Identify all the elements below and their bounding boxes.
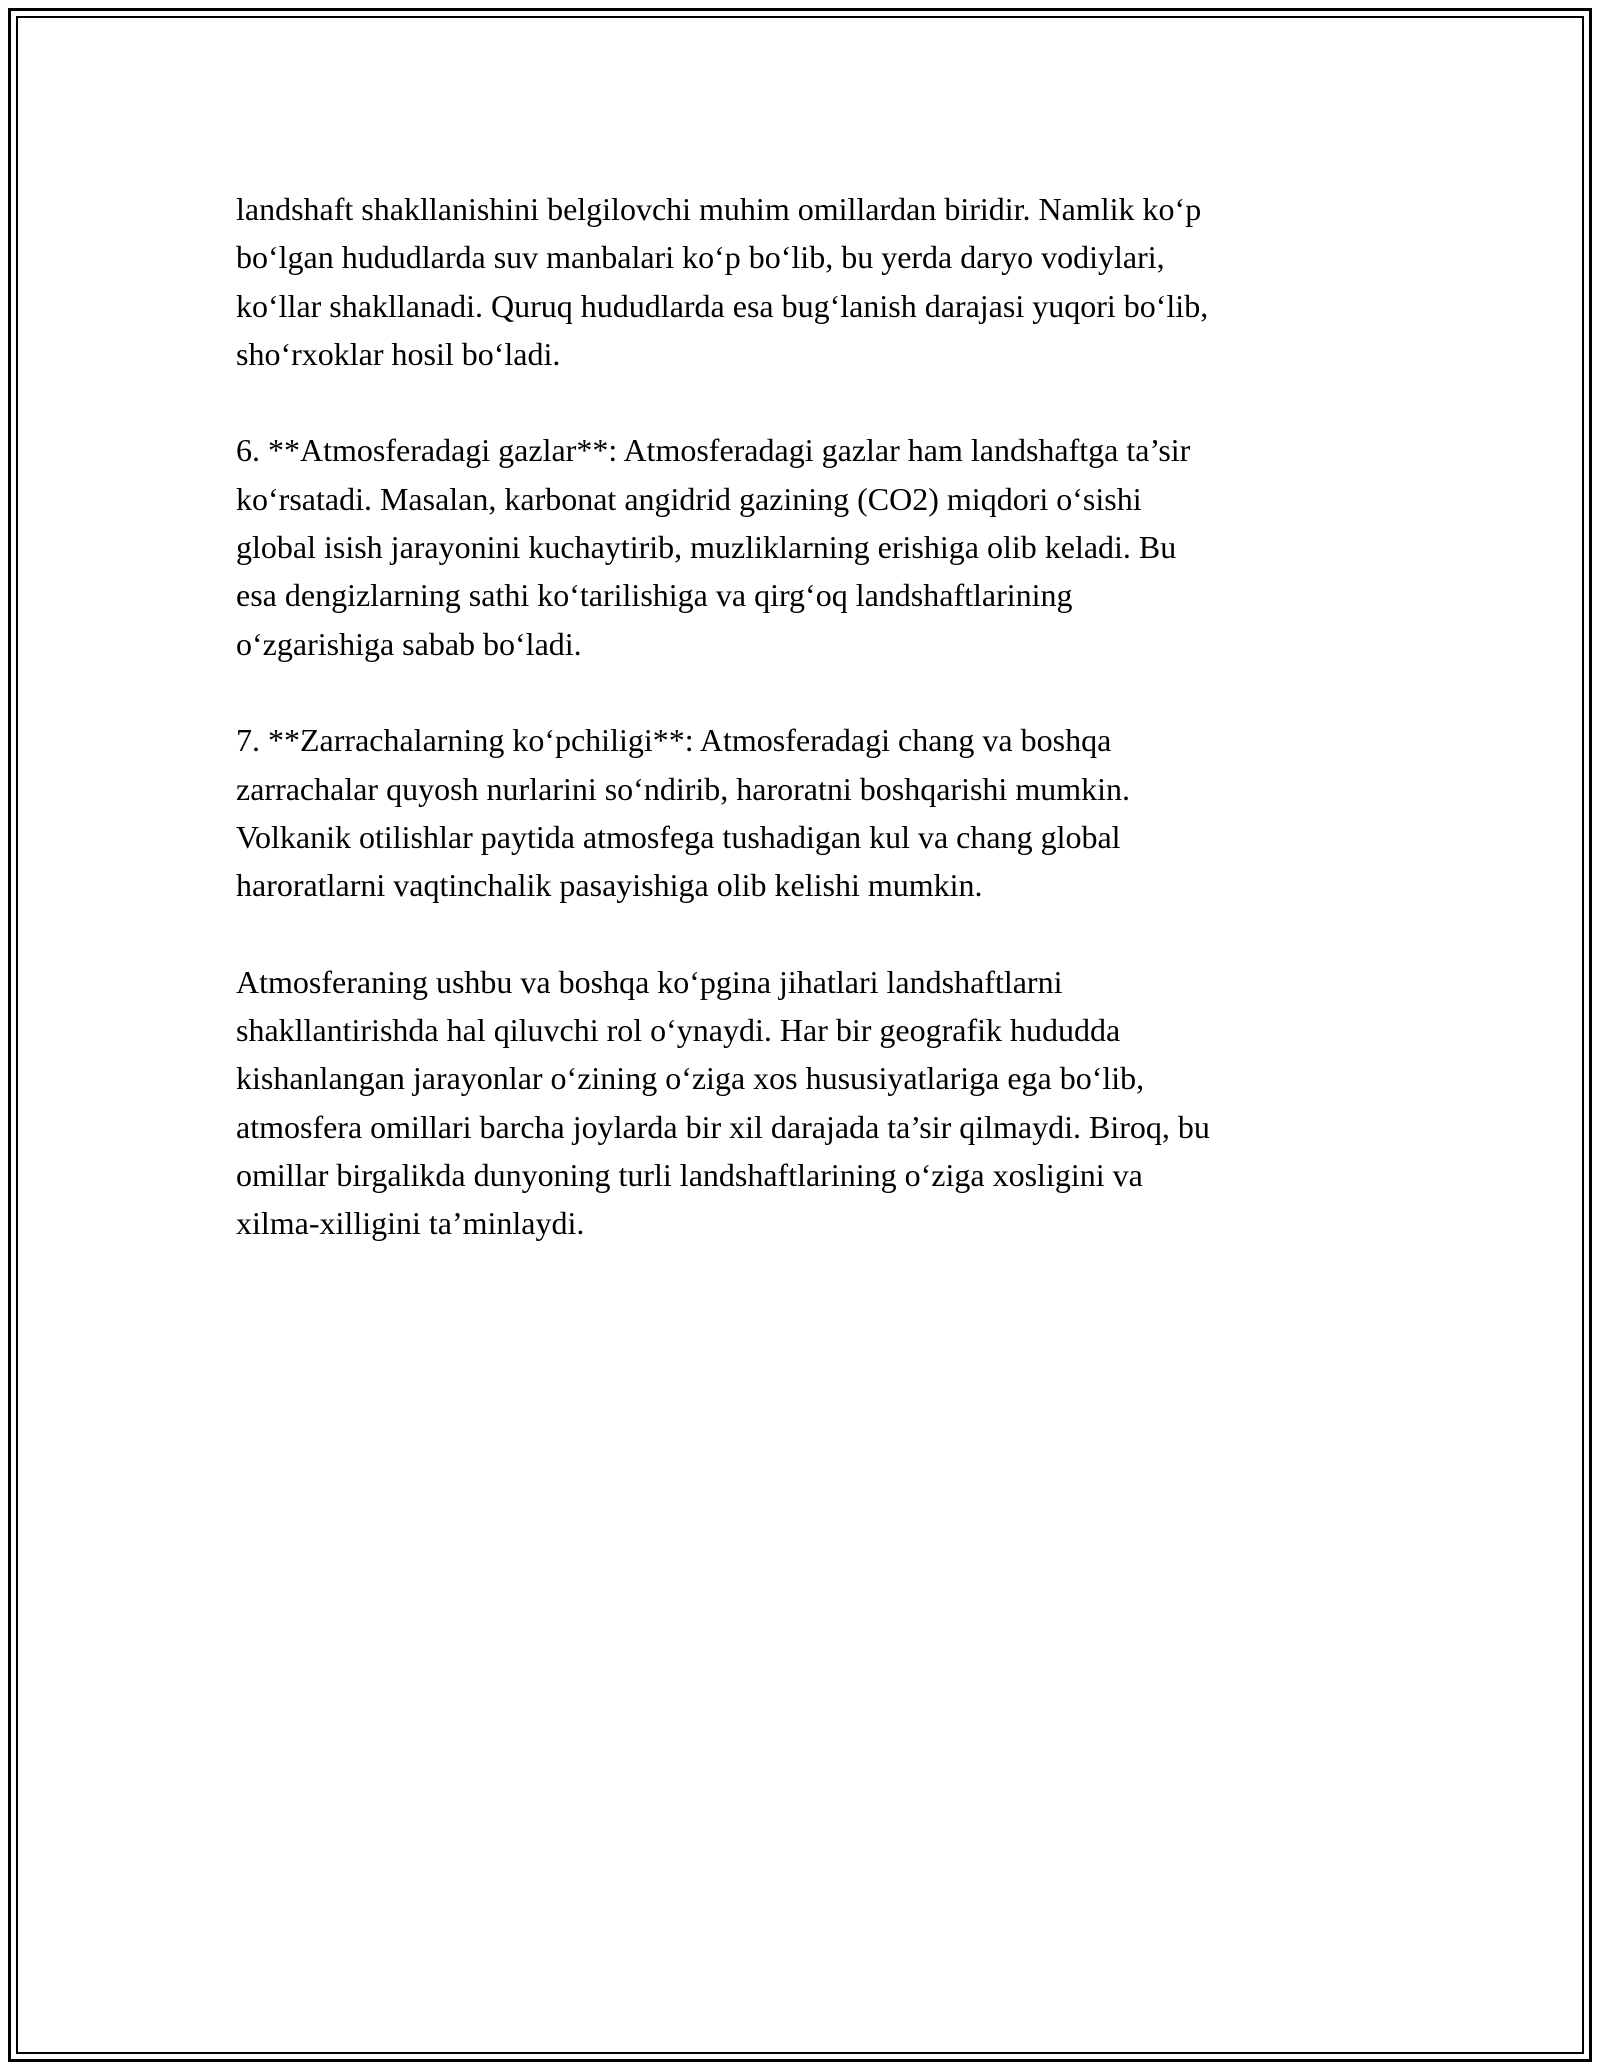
- paragraph-humidity-continuation: [236, 185, 1366, 378]
- paragraph-atmospheric-gases: [236, 426, 1366, 667]
- text-line: Volkanik otilishlar paytida atmosfega tushadigan kul va chang global: [236, 818, 1121, 855]
- text-line: 7. **Zarrachalarning ko‘pchiligi**: Atmosferadagi chang va boshqa: [236, 722, 1112, 759]
- text-line: sho‘rxoklar hosil bo‘ladi.: [236, 335, 561, 372]
- text-line: esa dengizlarning sathi ko‘tarilishiga va qirg‘oq landshaftlarining: [236, 577, 1073, 614]
- text-line: Atmosferaning ushbu va boshqa ko‘pgina jihatlari landshaftlarni: [236, 963, 1063, 1000]
- text-line: landshaft shakllanishini belgilovchi muhim omillardan biridir. Namlik ko‘p: [236, 191, 1202, 227]
- document-body: [236, 185, 1366, 1296]
- text-line: xilma-xilligini ta’minlaydi.: [236, 1205, 585, 1242]
- text-line: bo‘lgan hududlarda suv manbalari ko‘p bo‘lib, bu yerda daryo vodiylari,: [236, 239, 1165, 276]
- text-line: ko‘rsatadi. Masalan, karbonat angidrid gazining (CO2) miqdori o‘sishi: [236, 480, 1142, 517]
- text-line: shakllantirishda hal qiluvchi rol o‘ynaydi. Har bir geografik hududda: [236, 1012, 1121, 1049]
- text-line: ko‘llar shakllanadi. Quruq hududlarda esa bug‘lanish darajasi yuqori bo‘lib,: [236, 287, 1209, 324]
- paragraph-particles: [236, 716, 1366, 909]
- text-line: haroratlarni vaqtinchalik pasayishiga olib kelishi mumkin.: [236, 867, 983, 904]
- text-line: 6. **Atmosferadagi gazlar**: Atmosferadagi gazlar ham landshaftga ta’sir: [236, 432, 1191, 469]
- paragraph-conclusion: [236, 958, 1366, 1248]
- text-line: o‘zgarishiga sabab bo‘ladi.: [236, 625, 582, 662]
- text-line: kishanlangan jarayonlar o‘zining o‘ziga xos hususiyatlariga ega bo‘lib,: [236, 1060, 1145, 1097]
- text-line: global isish jarayonini kuchaytirib, muzliklarning erishiga olib keladi. Bu: [236, 529, 1177, 566]
- text-line: omillar birgalikda dunyoning turli landshaftlarining o‘ziga xosligini va: [236, 1156, 1143, 1193]
- text-line: atmosfera omillari barcha joylarda bir xil darajada ta’sir qilmaydi. Biroq, bu: [236, 1108, 1210, 1145]
- text-line: zarrachalar quyosh nurlarini so‘ndirib, haroratni boshqarishi mumkin.: [236, 770, 1130, 807]
